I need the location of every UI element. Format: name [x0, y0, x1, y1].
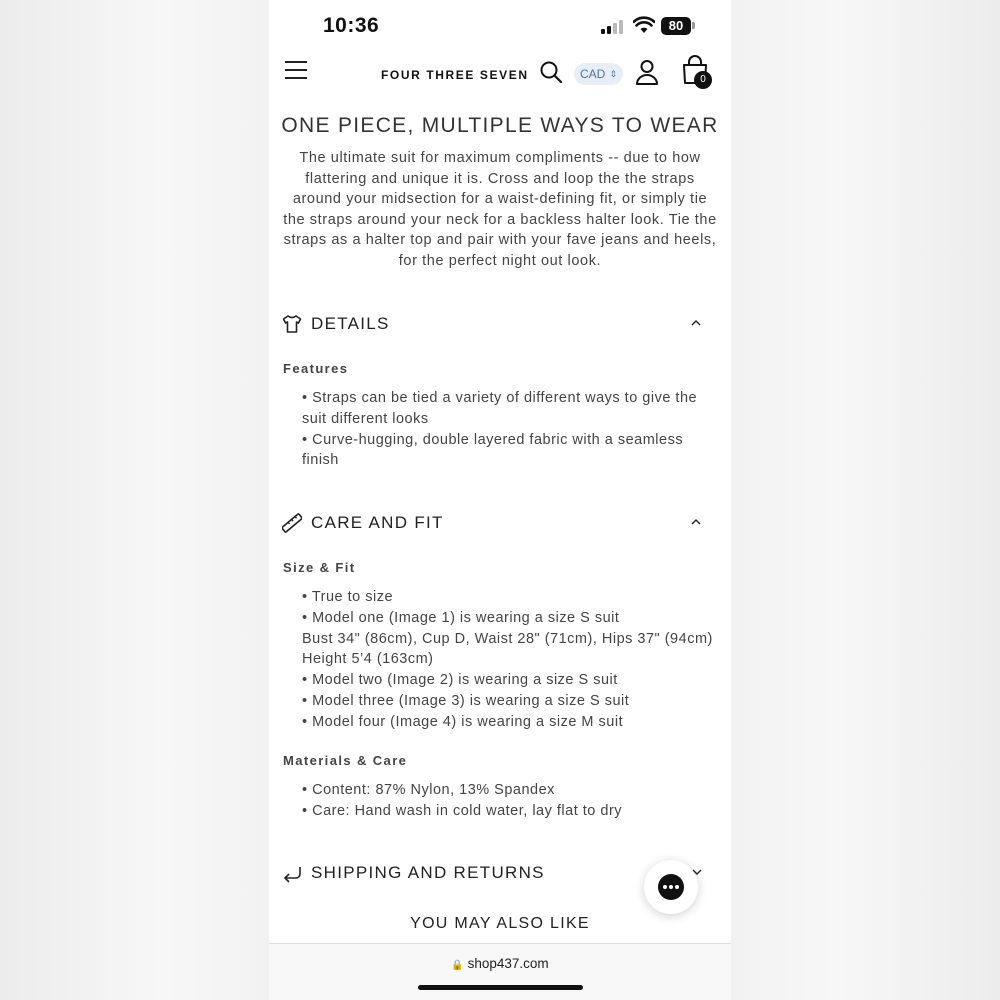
return-arrow-icon — [282, 863, 302, 883]
browser-url-bar[interactable] — [269, 943, 731, 1000]
list-item: • Straps can be tied a variety of different ways to give the — [302, 390, 698, 406]
chat-button[interactable] — [644, 860, 698, 914]
battery-tip — [692, 22, 695, 29]
section-heading: ONE PIECE, MULTIPLE WAYS TO WEAR — [281, 114, 719, 137]
you-may-also-like-heading: YOU MAY ALSO LIKE — [410, 915, 590, 932]
size-fit-label: Size & Fit — [283, 560, 356, 575]
chevron-up-icon[interactable] — [690, 518, 702, 526]
list-item: • Model two (Image 2) is wearing a size S suit — [302, 672, 618, 689]
list-item: Height 5’4 (163cm) — [302, 651, 434, 668]
url-label: shop437.com — [467, 956, 549, 971]
wifi-icon — [633, 16, 655, 34]
chevron-updown-icon: ⇕ — [609, 69, 617, 79]
list-item: • Model one (Image 1) is wearing a size S suit — [302, 609, 620, 626]
product-description: The ultimate suit for maximum compliments -- due to how flattering and unique it is. Cross and loop the the straps around your midsection for a waist-defining fit, or simply tie the straps around your neck for a backless halter look. Tie the straps as a halter top and pair with your fave jeans and heels, for the perfect night out look. — [283, 150, 717, 269]
list-item: • Curve-hugging, double layered fabric with a seamless — [302, 431, 684, 448]
features-label: Features — [283, 361, 349, 376]
tshirt-icon — [282, 314, 302, 334]
account-icon[interactable] — [635, 59, 659, 85]
features-list — [302, 388, 697, 471]
list-item: • Model three (Image 3) is wearing a size S suit — [302, 692, 630, 709]
search-icon[interactable] — [539, 60, 563, 84]
accordion-care-title[interactable]: CARE AND FIT — [311, 513, 444, 532]
signal-icon — [601, 18, 627, 34]
list-item: suit different looks — [302, 410, 429, 427]
list-item: • Care: Hand wash in cold water, lay flat to dry — [302, 802, 623, 819]
url-text[interactable] — [269, 956, 731, 971]
menu-icon[interactable] — [285, 61, 307, 81]
accordion-details-title[interactable]: DETAILS — [311, 314, 390, 333]
chat-icon — [658, 874, 684, 900]
accordion-shipping-title[interactable]: SHIPPING AND RETURNS — [311, 863, 545, 882]
phone-screen — [269, 0, 731, 1000]
materials-label: Materials & Care — [283, 753, 408, 768]
ruler-icon — [282, 513, 302, 533]
list-item: • Content: 87% Nylon, 13% Spandex — [302, 782, 555, 798]
currency-selector[interactable] — [574, 63, 623, 85]
list-item: Bust 34" (86cm), Cup D, Waist 28" (71cm), Hips 37" (94cm) — [302, 630, 713, 647]
currency-label: CAD — [580, 67, 606, 81]
materials-list — [302, 780, 622, 822]
chevron-up-icon[interactable] — [690, 319, 702, 327]
size-fit-list — [302, 587, 713, 733]
list-item: finish — [302, 452, 339, 469]
lock-icon: 🔒 — [451, 960, 464, 971]
brand-logo[interactable]: FOUR THREE SEVEN — [381, 68, 529, 82]
home-indicator[interactable] — [418, 985, 583, 990]
background-left — [0, 0, 269, 1000]
list-item: • Model four (Image 4) is wearing a size M suit — [302, 713, 624, 730]
list-item: • True to size — [302, 589, 394, 605]
cart-count-badge: 0 — [694, 71, 712, 89]
status-time: 10:36 — [323, 14, 380, 37]
background-right — [731, 0, 1000, 1000]
battery-icon: 80 — [661, 17, 691, 35]
